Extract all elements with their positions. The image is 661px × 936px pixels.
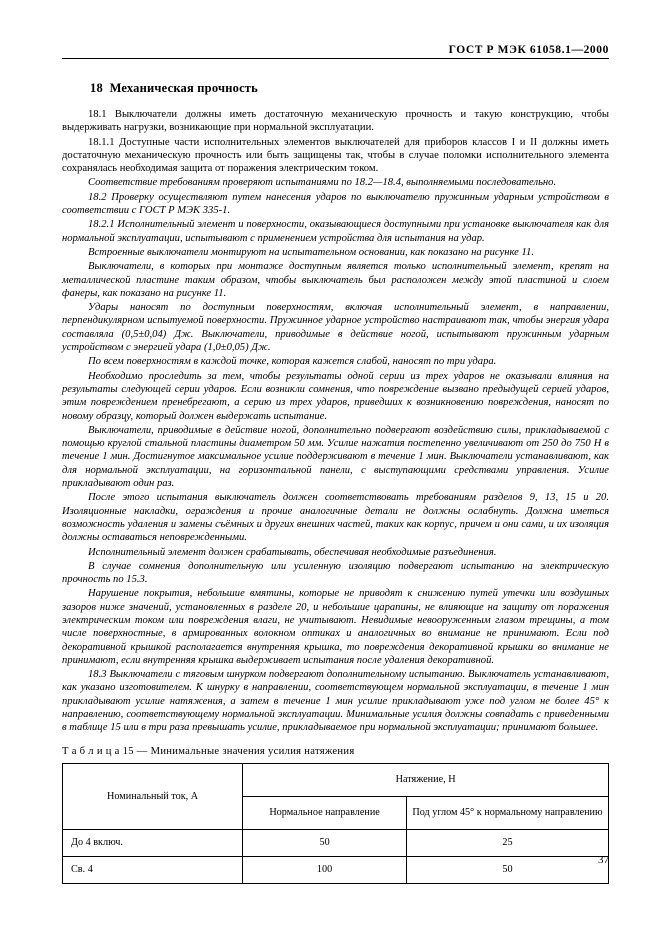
paragraph-18-2: 18.2 Проверку осуществляют путем нанесения ударов по выключателю пружинным ударным устройством в соответствии с ГОСТ Р МЭК 335-1. [62,191,609,217]
page-title [90,81,609,96]
table-header-normal-direction: Нормальное направление [243,796,407,829]
paragraph-post-test-requirements: После этого испытания выключатель должен соответствовать требованиям разделов 9, 13, 15 и 20. Изоляционные накладки, ограждения и прочие аналогичные детали не должны ослабнуть. Должна иметься возможность удаления и замены съёмных и других внешних частей, таких как корпус, причем и они сами, и их изоляция должны оставаться неповрежденными. [62,492,609,544]
table-row [63,856,609,883]
paragraph-impact-energy: Удары наносят по доступным поверхностям, включая исполнительный элемент, в направлении, перпендикулярном испытуемой поверхности. Пружинное ударное устройство настраивают так, чтобы энергия удара составляла (0,5±0,04) Дж. Выключатели, приводимые в действие ногой, испытывают пружинным ударным устройством с энергией удара (1,0±0,05) Дж. [62,302,609,354]
paragraph-18-2-1: 18.2.1 Исполнительный элемент и поверхности, оказывающиеся доступными при установке выключателя как для нормальной эксплуатации, испытывают с применением устройства для испытания на удар. [62,219,609,244]
paragraph-conformance: Соответствие требованиям проверяют испытаниями по 18.2—18.4, выполняемыми последовательно. [88,177,557,189]
header-divider [62,58,609,59]
paragraph-18-1-1: 18.1.1 Доступные части исполнительных элементов выключателей для приборов классов I и II должны иметь достаточную механическую прочность или быть защищены так, чтобы в случае поломки исполнительного элемента сохранялась необходимая защита от поражения электрическим током. [62,136,609,175]
table-cell-angled-2: 50 [406,856,608,883]
table-cell-normal-2: 100 [243,856,407,883]
paragraph-three-blows: По всем поверхностям в каждой точке, которая кажется слабой, наносят по три удара. [88,356,497,368]
page-number: 37 [598,854,609,866]
table-caption: Т а б л и ц а 15 — Минимальные значения усилия натяжения [62,745,355,757]
table-15 [62,763,609,884]
paragraph-18-3: 18.3 Выключатели с тяговым шнурком подвергают дополнительному испытанию. Выключатель устанавливают, как указано изготовителем. К шнурку в направлении, соответствующем нормальной эксплуатации, в течение 1 мин прикладывают усилие натяжения, а затем в течение 1 мин усилие прикладывают уже под углом не более 45° к направлению, соответствующему нормальной эксплуатации. Минимальные усилия должны совпадать с приведенными в таблице 15 или в три раза превышать усилие, прикладываемое при нормальной эксплуатации; принимают большее. [62,669,609,734]
table-header-angled-direction: Под углом 45° к нормальному направлению [406,796,608,829]
paragraph-series-independence: Необходимо проследить за тем, чтобы результаты одной серии из трех ударов не оказывали влияния на результаты следующей серии ударов. Если возникли сомнения, что повреждение вызвано предыдущей серией ударов, этим повреждением пренебрегают, а серию из трех ударов, приведших к возникновению повреждения, наносят по новому образцу, который должен выдержать испытание. [62,370,609,422]
table-row [63,829,609,856]
table-header-tension: Натяжение, Н [243,763,609,796]
table-header-current: Номинальный ток, А [63,763,243,829]
paragraph-actuator-mount: Выключатели, в которых при монтаже доступным является только исполнительный элемент, крепят на металлической пластине таким образом, чтобы выключатель был расположен между этой пластиной и слоем фанеры, как показано на рисунке 11. [62,261,609,299]
table-header-row-top [63,763,609,796]
paragraph-actuator-disconnect: Исполнительный элемент должен срабатывать, обеспечивая необходимые разъединения. [88,546,497,558]
table-cell-angled-1: 25 [406,829,608,856]
section-title-text: Механическая прочность [109,81,258,95]
section-number: 18 [90,81,103,95]
table-cell-current-1: До 4 включ. [63,829,243,856]
table-cell-current-2: Св. 4 [63,856,243,883]
paragraph-builtin-mount: Встроенные выключатели монтируют на испытательном основании, как показано на рисунке 11. [88,246,534,258]
paragraph-18-1: 18.1 Выключатели должны иметь достаточную механическую прочность и такую конструкцию, чтобы выдерживать нагрузки, возникающие при нормальной эксплуатации. [62,109,609,134]
paragraph-foot-operated: Выключатели, приводимые в действие ногой, дополнительно подвергают воздействию силы, прикладываемой с помощью круглой стальной пластины диаметром 50 мм. Усилие нажатия постепенно увеличивают от 250 до 750 Н в течение 1 мин. Достигнутое максимальное усилие поддерживают в течение 1 мин. Выключатели устанавливают, как для нормальной эксплуатации, на горизонтальной панели, с выступающими средствами управления. Усилие прикладывают один раз. [62,424,609,490]
paragraph-coating-damage: Нарушение покрытия, небольшие вмятины, которые не приводят к снижению путей утечки или воздушных зазоров ниже значений, установленных в разделе 20, и небольшие царапины, не влияющие на защиту от поражения электрическим током или повреждения влаги, не учитывают. Невидимые невооруженным глазом трещины, а том числе поверхностные, в армированных волокном оптиках и аналогичных во внимание не принимают. Если под декоративной крышкой располагается внутренняя крышка, то повреждения декоративной крышки во внимание не принимают, если внутренняя крышка выдерживает испытания после удаления декоративной. [62,588,609,666]
paragraph-doubt-dielectric: В случае сомнения дополнительную или усиленную изоляцию подвергают испытанию на электрическую прочность по 15.3. [62,560,609,586]
page-header-standard: ГОСТ Р МЭК 61058.1—2000 [448,44,609,56]
table-cell-normal-1: 50 [243,829,407,856]
